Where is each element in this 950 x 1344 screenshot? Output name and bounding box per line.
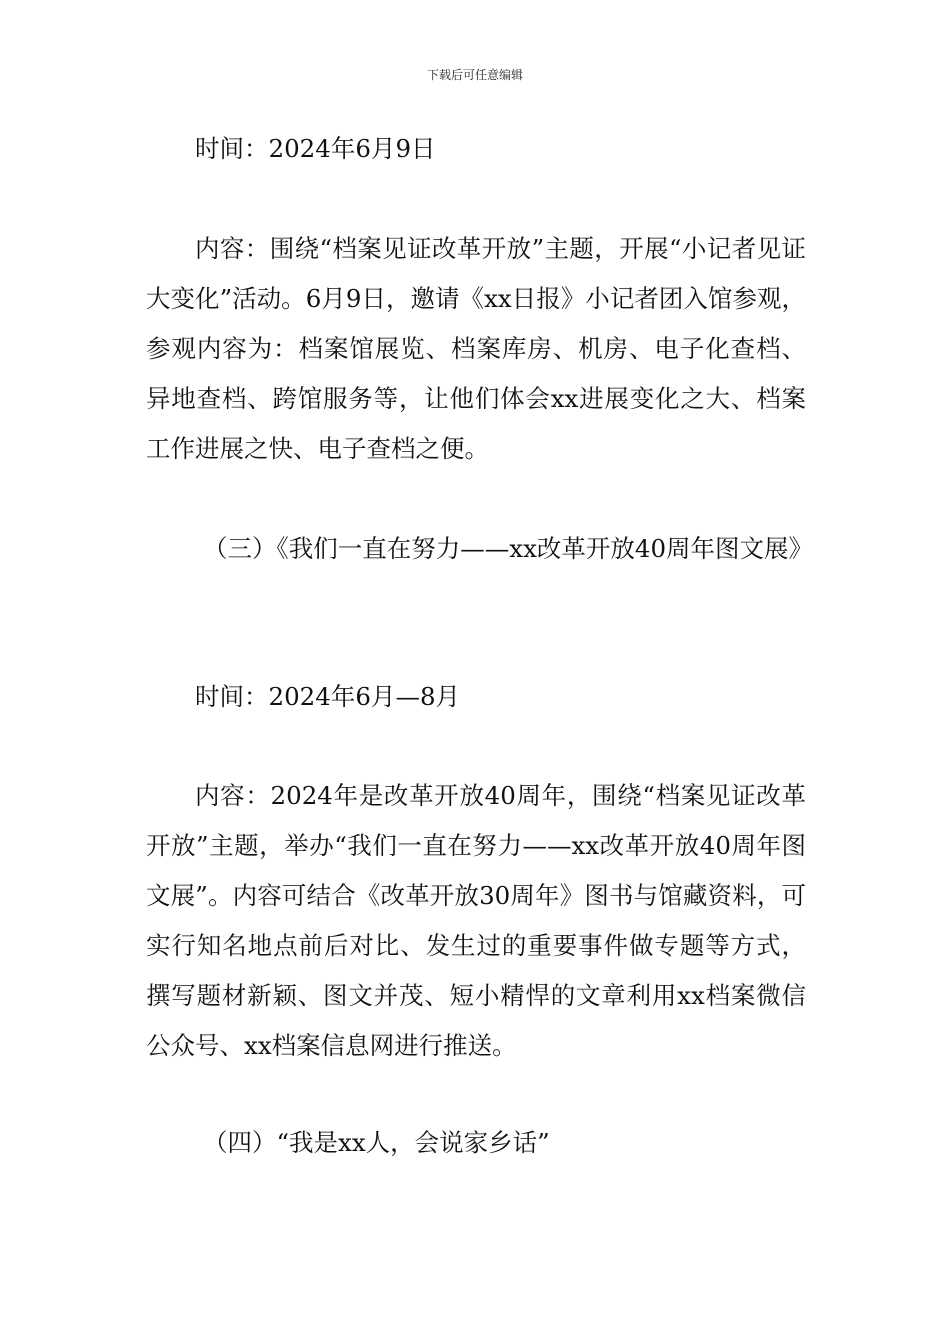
section3-time: 时间：2024年6月—8月 [195,682,461,711]
section4-heading: （四）“我是xx人，会说家乡话” [203,1128,550,1157]
section3-content: 内容：2024年是改革开放40周年，围绕“档案见证改革开放”主题，举办“我们一直在努力——xx改革开放40周年图文展”。内容可结合《改革开放30周年》图书与馆藏资料，可实行知名地点前后对比、发生过的重要事件做专题等方式，撰写题材新颖、图文并茂、短小精悍的文章利用xx档案微信公众号、xx档案信息网进行推送。 [146,781,806,1060]
section2-content: 内容：围绕“档案见证改革开放”主题，开展“小记者见证大变化”活动。6月9日，邀请《xx日报》小记者团入馆参观，参观内容为：档案馆展览、档案库房、机房、电子化查档、异地查档、跨馆服务等，让他们体会xx进展变化之大、档案工作进展之快、电子查档之便。 [146,234,806,463]
section3-heading: （三）《我们一直在努力——xx改革开放40周年图文展》 [203,534,814,563]
section2-time: 时间：2024年6月9日 [195,134,436,163]
header-note: 下载后可任意编辑 [426,68,523,82]
